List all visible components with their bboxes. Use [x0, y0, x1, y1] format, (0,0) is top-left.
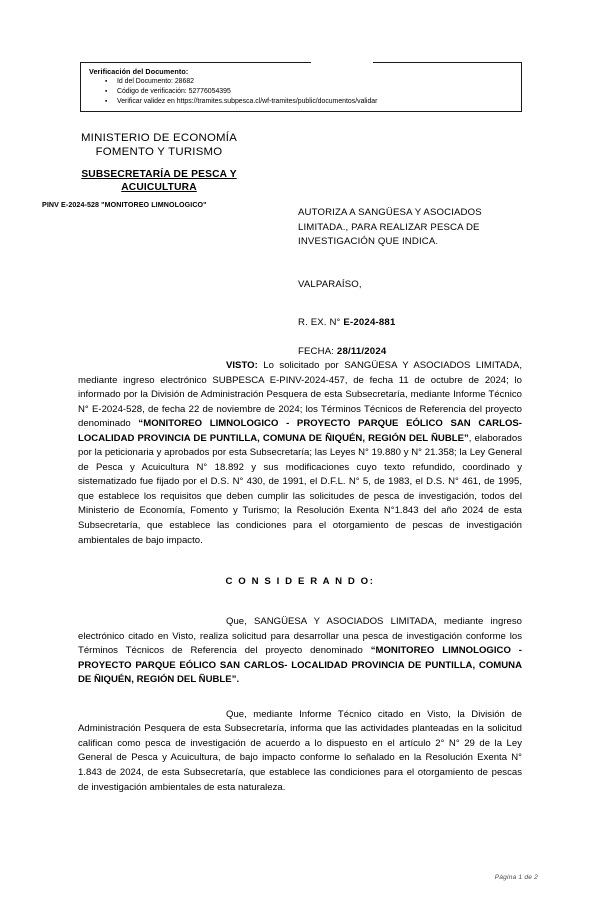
bullet-icon: ▪ — [105, 77, 108, 85]
resolution-number-value: E-2024-881 — [343, 316, 396, 328]
verification-item-code — [87, 87, 521, 97]
verification-item-document-id — [87, 77, 521, 87]
spacer — [78, 587, 522, 615]
subsecretaria-name-line2: ACUICULTURA — [121, 181, 197, 193]
document-verification-box — [80, 62, 522, 112]
verification-item-label: Verificar validez en https://tramites.subpesca.cl/wf-tramites/public/documentos/validar — [117, 98, 378, 106]
resolution-date-value: 28/11/2024 — [336, 345, 387, 357]
page-number-footer: Página 1 de 2 — [494, 874, 538, 881]
document-body — [78, 359, 522, 795]
project-title-considerando: “MONITOREO LIMNOLOGICO - PROYECTO PARQUE EÓLICO SAN CARLOS- LOCALIDAD PROVINCIA DE PUNTILLA, COMUNA DE ÑIQUÉN, REGIÓN DEL ÑUBLE”. — [78, 645, 522, 686]
pinv-reference: PINV E-2024-528 "MONITOREO LIMNOLOGICO" — [42, 200, 207, 209]
project-title-visto: “MONITOREO LIMNOLOGICO - PROYECTO PARQUE EÓLICO SAN CARLOS- LOCALIDAD PROVINCIA DE PUNTILLA, COMUNA DE ÑIQUÉN, REGIÓN DEL ÑUBLE” — [78, 418, 522, 444]
ministry-name-line1: MINISTERIO DE ECONOMÍA — [80, 132, 238, 144]
considerando-heading: C O N S I D E R A N D O: — [225, 576, 375, 588]
resolution-number-row — [298, 317, 530, 328]
letterhead — [40, 131, 278, 209]
verification-item-label: Código de verificación: 52776054395 — [117, 87, 231, 95]
resolution-subject-line1: AUTORIZA A SANGÜESA Y ASOCIADOS — [298, 207, 482, 218]
verification-item-label: Id del Documento: 28682 — [117, 77, 194, 85]
resolution-header-block — [298, 206, 530, 357]
considerando-1-text: Que, SANGÜESA Y ASOCIADOS LIMITADA, mediante ingreso electrónico citado en Visto, realiza solicitud para desarrollar una pesca de investigación conforme los Términos Técnicos de Referencia del proyecto denominado — [78, 616, 522, 657]
bullet-icon: ▪ — [105, 98, 108, 106]
issuing-city: VALPARAÍSO, — [298, 278, 362, 290]
bullet-icon: ▪ — [105, 87, 108, 95]
verification-item-url — [87, 97, 521, 107]
paragraph-visto — [78, 359, 522, 548]
paragraph-considerando-1 — [78, 615, 522, 688]
resolution-number-label: R. EX. N° — [298, 316, 341, 328]
visto-text-part2: , elaborados por la peticionaria y aprobados por esta Subsecretaría; las Leyes N° 19.880 y N° 21.358; la Ley General de Pesca y Acuicultura N° 18.892 y sus modificaciones cuyo texto refundido, coordinado y sistematizado fue fijado por el D.S. N° 430, de 1991, el D.F.L. N° 5, de 1983, el D.S. N° 461, de 1995, que establece los requisitos que deben cumplir las solicitudes de pesca de investigación, todos del Ministerio de Economía, Fomento y Turismo; la Resolución Exenta N°1.843 del año 2024 de esta Subsecretaría, que establece las condiciones para el otorgamiento de pescas de investigación ambientales de bajo impacto. — [78, 432, 522, 546]
ministry-name-line2: FOMENTO Y TURISMO — [95, 146, 223, 159]
visto-text-part1: Lo solicitado por SANGÜESA Y ASOCIADOS LIMITADA, mediante ingreso electrónico SUBPESCA E-PINV-2024-457, de fecha 11 de octubre de 2024; lo informado por la División de Administración Pesquera de esta Subsecretaría, mediante Informe Técnico N° E-2024-528, de fecha 22 de noviembre de 2024; los Términos Técnicos de Referencia del proyecto denominado — [78, 360, 522, 430]
verification-list — [87, 77, 521, 108]
resolution-subject — [298, 206, 530, 250]
resolution-date-label: FECHA: — [298, 345, 335, 357]
subsecretaria-name — [40, 168, 278, 194]
verification-title: Verificación del Documento: — [89, 67, 189, 76]
subsecretaria-name-line1: SUBSECRETARÍA DE PESCA Y — [81, 168, 237, 180]
resolution-date-row — [298, 346, 530, 357]
visto-label: VISTO: — [226, 360, 258, 371]
resolution-subject-line3: INVESTIGACIÓN QUE INDICA. — [298, 236, 439, 248]
spacer — [78, 548, 522, 576]
spacer — [78, 688, 522, 708]
resolution-subject-line2: LIMITADA., PARA REALIZAR PESCA DE — [298, 221, 480, 233]
ministry-name — [40, 131, 278, 160]
paragraph-considerando-2: Que, mediante Informe Técnico citado en Visto, la División de Administración Pesquera de esta Subsecretaría, informa que las actividades planteadas en la solicitud califican como pesca de investigación de acuerdo a lo dispuesto en el artículo 2° N° 29 de la Ley General de Pesca y Acuicultura, de bajo impacto conforme lo señalado en la Resolución Exenta N° 1.843 de 2024, de esta Subsecretaría, que establece las condiciones para el otorgamiento de pescas de investigación ambientales de esta naturaleza. — [78, 708, 522, 793]
